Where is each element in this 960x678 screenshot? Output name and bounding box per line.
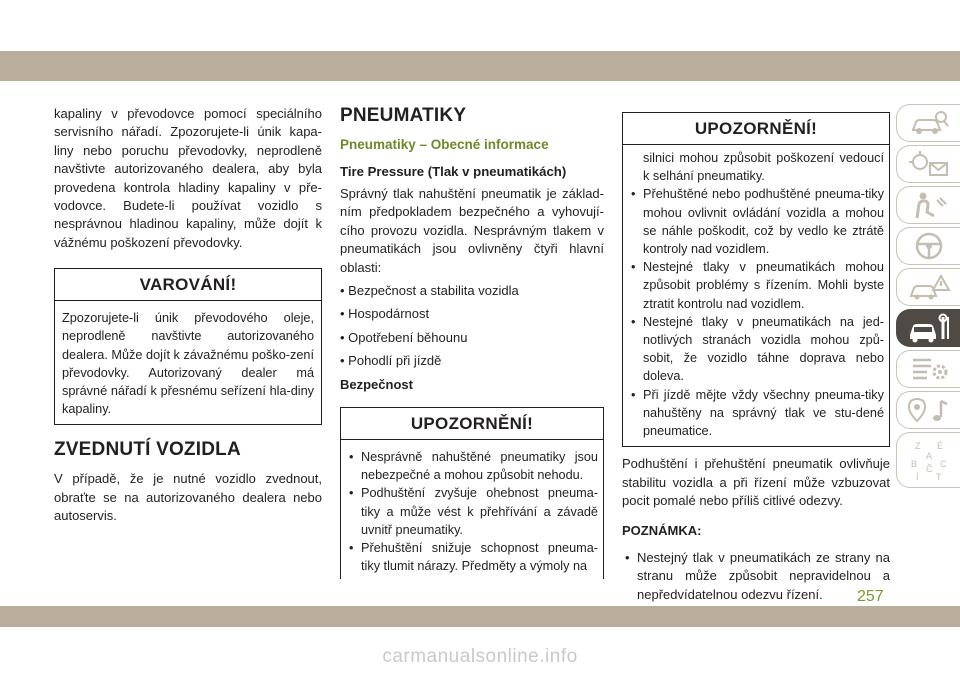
index-letter: B	[910, 459, 917, 469]
section-title-tires: PNEUMATIKY	[340, 105, 467, 126]
index-letter: A	[925, 451, 932, 461]
caution-box	[340, 407, 604, 579]
lifting-paragraph: V případě, že je nutné vozidlo zvednout, obraťte se na autorizovaného dealera nebo autoservis.	[54, 471, 322, 524]
chapter-tabs	[896, 104, 960, 491]
watermark: carmanualsonline.info	[382, 646, 578, 667]
chapter-tab[interactable]	[896, 350, 960, 388]
car-wrench-icon	[907, 313, 951, 343]
warning-text: Zpozorujete-li únik převodového oleje, neprodleně navštivte autorizovaného dealera. Může dojít k závažnému poško-zení převodovky. Autorizovaný dealer má správné nářadí k přesnému seřízení hla-diny kapaliny.	[62, 311, 314, 417]
index-letter: C	[939, 459, 946, 469]
subsubtitle-tire-pressure: Tire Pressure (Tlak v pneumatikách)	[340, 164, 567, 179]
chapter-tab[interactable]	[896, 227, 960, 265]
column-right	[622, 112, 890, 604]
chapter-tab[interactable]	[896, 391, 960, 429]
area-item: • Pohodlí při jízdě	[340, 353, 442, 369]
caution-title: UPOZORNĚNÍ!	[623, 113, 889, 145]
caution-item: • Nestejné tlaky v pneumatikách mohou způsobit problémy s řízením. Mohli byste ztratit kontrolu nad vozidlem.	[628, 258, 884, 313]
index-letters-icon	[907, 438, 951, 482]
caution-item: • Přehuštění snižuje schopnost pneuma-tiky tlumit nárazy. Předměty a výmoly na	[346, 539, 598, 575]
area-item: • Opotřebení běhounu	[340, 329, 468, 345]
intro-paragraph: kapaliny v převodovce pomocí speciálního servisního nářadí. Zpozorujete-li únik kapa-liny nebo poruchu převodovky, neprodleně navštivte autorizovaného dealera, aby byla provedena kontrola hladiny kapaliny v pře-vodovce. Budete-li používat vozidlo s nesprávnou hladinou kapaliny, může dojít k vážnému poškození převodovky.	[54, 106, 322, 250]
note-label: POZNÁMKA:	[622, 523, 702, 539]
chapter-tab[interactable]	[896, 145, 960, 183]
tire-pressure-paragraph: Správný tlak nahuštění pneumatik je základ-ním předpokladem bezpečného a vyhovují-cího provozu vozidla. Nesprávným tlakem v pneumatikách jsou ovlivněny čtyři hlavní oblasti:	[340, 186, 604, 275]
index-letter: T	[935, 472, 941, 482]
caution-item: • Přehuštěné nebo podhuštěné pneuma-tiky mohou ovlivnit ovládání vozidla a mohou se náhle poškodit, což by vedlo ke ztrátě kontroly nad vozidlem.	[628, 185, 884, 258]
caution-list	[628, 149, 884, 440]
car-magnifier-icon	[907, 108, 951, 138]
caution-item: • Nesprávně nahuštěné pneumatiky jsou nebezpečné a mohou způsobit nehodu.	[346, 448, 598, 484]
index-letter: É	[936, 441, 943, 451]
warning-lights-icon	[907, 149, 951, 179]
chapter-tab-index[interactable]	[896, 432, 960, 488]
footer-band	[0, 606, 960, 627]
note-item: • Nestejný tlak v pneumatikách ze strany na stranu může způsobit nepravidelnou a nepředvídatelnou odezvu řízení.	[622, 549, 890, 604]
index-letter: Z	[914, 441, 920, 451]
safety-label: Bezpečnost	[340, 376, 413, 392]
caution-list	[346, 448, 598, 575]
index-letter: Í	[915, 472, 919, 482]
list-gear-icon	[907, 354, 951, 384]
caution-box-continued	[622, 112, 890, 447]
caution-item: • Při jízdě mějte vždy všechny pneuma-tiky nahuštěny na správný tlak ve stu-dené pneumatice.	[628, 386, 884, 441]
steering-wheel-icon	[907, 231, 951, 261]
area-item: • Bezpečnost a stabilita vozidla	[340, 283, 519, 299]
caution-item: • Podhuštění zvyšuje ohebnost pneuma-tiky a může vést k přehřívání a závadě uvnitř pneumatiky.	[346, 484, 598, 539]
chapter-tab-active[interactable]	[896, 309, 960, 347]
note-list	[622, 549, 890, 604]
column-middle	[340, 105, 604, 579]
header-band	[0, 51, 960, 81]
airbag-person-icon	[907, 190, 951, 220]
caution-item: • Nestejné tlaky v pneumatikách na jed-notlivých stranách vozidla mohou způ-sobit, že vozidlo táhne doprava nebo doleva.	[628, 313, 884, 386]
section-title-lifting: ZVEDNUTÍ VOZIDLA	[54, 439, 241, 461]
music-nav-icon	[907, 395, 951, 425]
index-letter: Č	[925, 464, 932, 474]
page-number: 257	[857, 588, 884, 605]
subtitle-tires-general: Pneumatiky – Obecné informace	[340, 137, 549, 152]
warning-box	[54, 268, 322, 425]
area-item: • Hospodárnost	[340, 306, 430, 322]
chapter-tab[interactable]	[896, 186, 960, 224]
warning-title: VAROVÁNÍ!	[55, 269, 321, 301]
chapter-tab[interactable]	[896, 268, 960, 306]
column-left	[54, 105, 322, 526]
chapter-tab[interactable]	[896, 104, 960, 142]
car-hazard-icon	[907, 272, 951, 302]
pressure-effect-paragraph: Podhuštění i přehuštění pneumatik ovlivňuje stabilitu vozidla a při řízení může vzbuzovat pocit pomalé nebo příliš citlivé odezvy.	[622, 456, 890, 509]
caution-item: silnici mohou způsobit poškození vedoucí k selhání pneumatiky.	[643, 151, 884, 184]
caution-title: UPOZORNĚNÍ!	[341, 408, 603, 440]
